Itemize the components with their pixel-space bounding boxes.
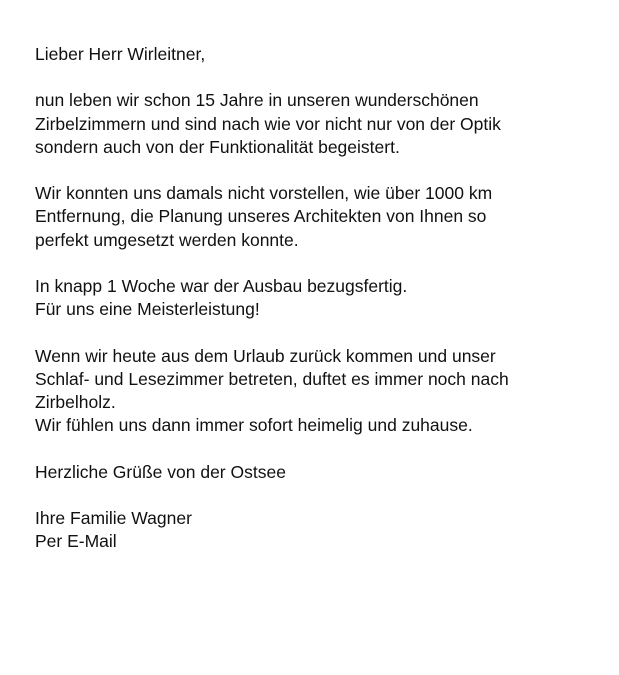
closing-text: Herzliche Grüße von der Ostsee: [35, 461, 286, 482]
via-text: Per E-Mail: [35, 531, 117, 552]
paragraph-2: [35, 182, 605, 252]
paragraph-line: Zirbelzimmern und sind nach wie vor nicht nur von der Optik: [35, 113, 501, 134]
paragraph-line: Für uns eine Meisterleistung!: [35, 299, 260, 320]
paragraph-line: Entfernung, die Planung unseres Architekten von Ihnen so: [35, 206, 487, 227]
letter-body: [35, 43, 605, 553]
paragraph-line: Wenn wir heute aus dem Urlaub zurück kommen und unser: [35, 345, 496, 366]
paragraph-line: In knapp 1 Woche war der Ausbau bezugsfertig.: [35, 275, 408, 296]
paragraph-line: perfekt umgesetzt werden konnte.: [35, 229, 299, 250]
paragraph-line: sondern auch von der Funktionalität begeistert.: [35, 136, 400, 157]
signature-block: [35, 507, 605, 553]
closing: [35, 461, 605, 484]
paragraph-line: Wir konnten uns damals nicht vorstellen, wie über 1000 km: [35, 183, 493, 204]
paragraph-1: [35, 89, 605, 159]
paragraph-3: [35, 275, 605, 321]
paragraph-line: Schlaf- und Lesezimmer betreten, duftet es immer noch nach: [35, 368, 509, 389]
salutation-text: Lieber Herr Wirleitner,: [35, 44, 206, 64]
paragraph-line: Wir fühlen uns dann immer sofort heimelig und zuhause.: [35, 415, 473, 436]
salutation: [35, 43, 605, 66]
signature-text: Ihre Familie Wagner: [35, 507, 192, 528]
paragraph-line: Zirbelholz.: [35, 391, 116, 412]
paragraph-line: nun leben wir schon 15 Jahre in unseren wunderschönen: [35, 90, 479, 111]
paragraph-4: [35, 345, 605, 438]
